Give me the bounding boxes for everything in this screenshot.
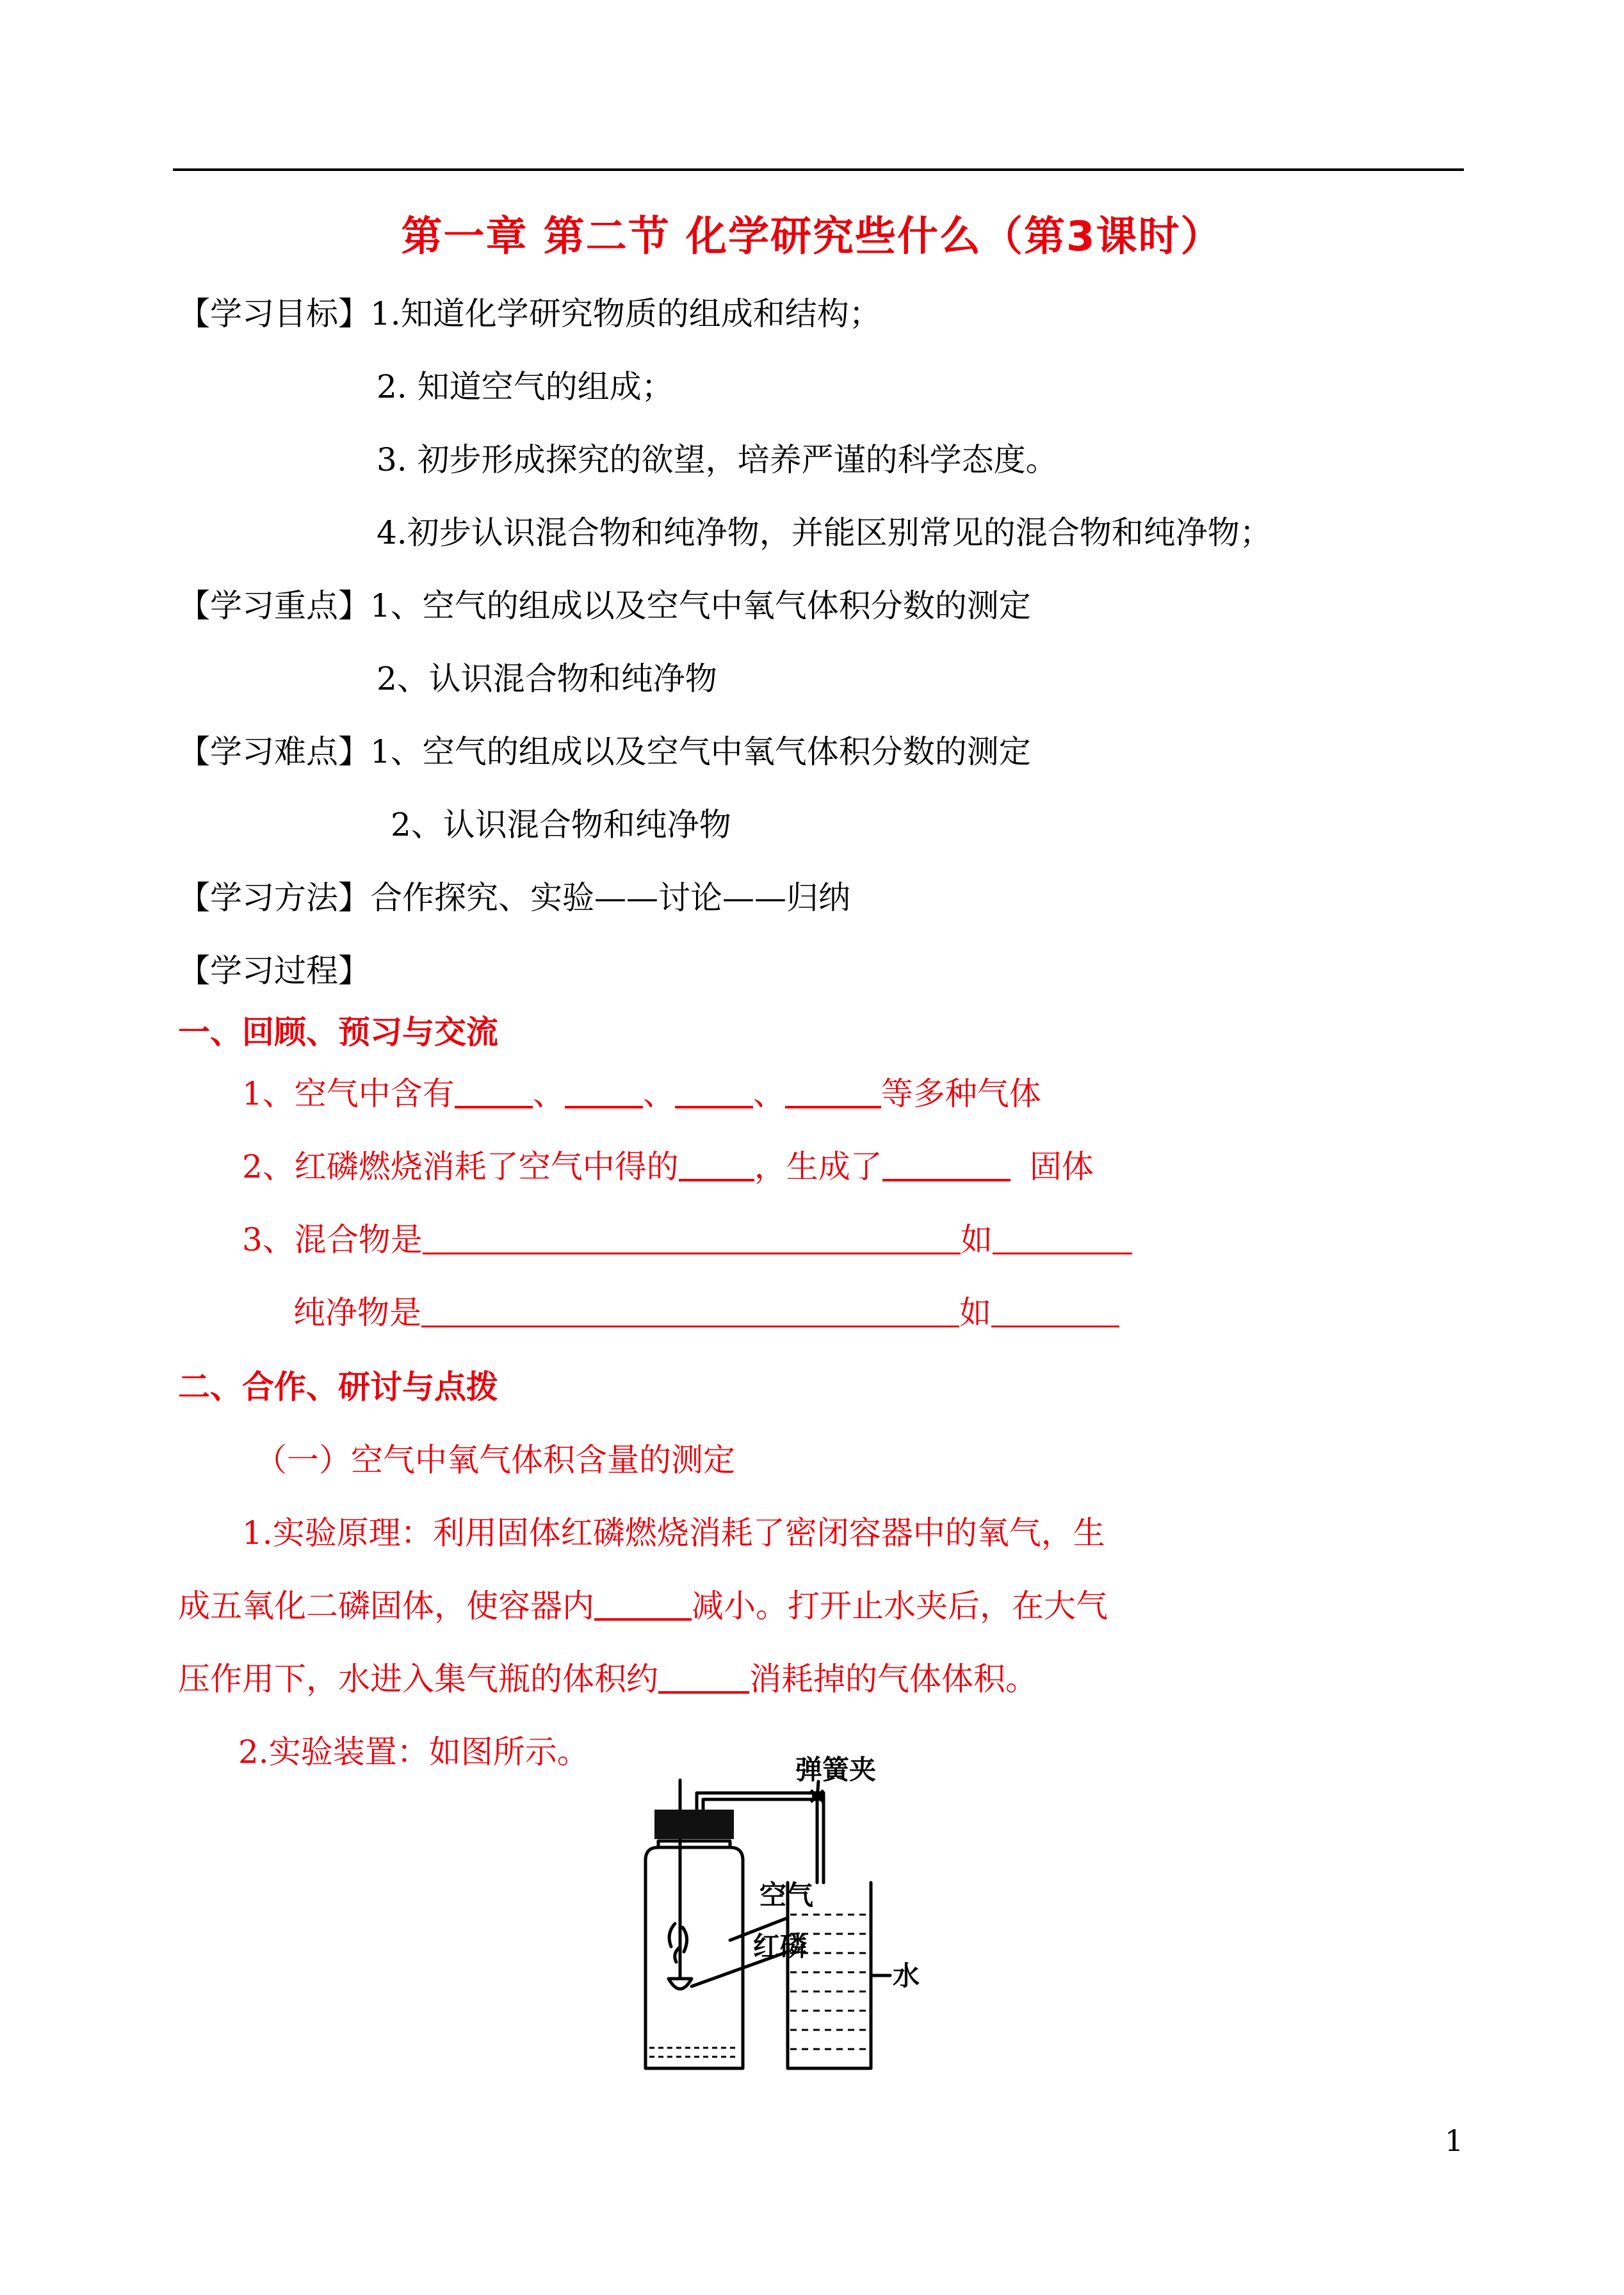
answer-blank[interactable] [594,1590,692,1621]
principle-text: 成五氧化二磷固体，使容器内 [178,1587,594,1625]
answer-blank[interactable] [991,1297,1119,1327]
principle-text: 压作用下，水进入集气瓶的体积约 [178,1660,658,1698]
key-point-item: 2、认识混合物和纯净物 [377,660,717,697]
principle-text: 减小。打开止水夹后，在大气 [692,1587,1108,1625]
question-1-suffix: 等多种气体 [881,1075,1041,1112]
answer-blank[interactable] [421,1297,959,1327]
objectives-row-1 [178,293,881,334]
label-spring-clamp: 弹簧夹 [795,1754,877,1785]
method-row [178,877,850,918]
section2-heading: 二、合作、研讨与点拨 [178,1368,498,1406]
principle-line-2 [178,1585,1108,1626]
example-label: 如 [959,1294,991,1331]
label-water: 水 [893,1960,920,1991]
difficulties-label: 【学习难点】 [178,733,370,770]
question-2-prefix: 2、红磷燃烧消耗了空气中得的 [242,1148,679,1185]
principle-line-1: 1.实验原理：利用固体红磷燃烧消耗了密闭容器中的氧气，生 [242,1514,1105,1552]
answer-blank[interactable] [455,1078,533,1108]
objective-item: 3. 初步形成探究的欲望，培养严谨的科学态度。 [377,441,1058,478]
answer-blank[interactable] [993,1224,1132,1254]
answer-blank[interactable] [658,1663,749,1694]
example-label: 如 [960,1221,993,1258]
answer-blank[interactable] [675,1078,753,1108]
header-rule [173,168,1464,171]
key-points-label: 【学习重点】 [178,587,370,624]
difficulty-item: 1、空气的组成以及空气中氧气体积分数的测定 [370,733,1031,770]
label-air: 空气 [759,1879,814,1911]
question-2 [242,1146,1094,1187]
question-4-prefix: 纯净物是 [293,1294,421,1331]
separator: 、 [752,1075,785,1112]
difficulty-item: 2、认识混合物和纯净物 [391,806,731,843]
jar-water [649,2048,739,2057]
answer-blank[interactable] [882,1151,1011,1181]
question-3-prefix: 3、混合物是 [242,1221,423,1258]
separator: 、 [532,1075,565,1112]
answer-blank[interactable] [679,1151,754,1181]
apparatus-diagram [628,1748,1037,2081]
method-text: 合作探究、实验——讨论——归纳 [370,879,850,916]
answer-blank[interactable] [423,1224,961,1254]
question-3 [242,1219,1132,1260]
key-point-item: 1、空气的组成以及空气中氧气体积分数的测定 [370,587,1031,624]
question-2-suffix: 固体 [1029,1148,1094,1185]
page-number: 1 [1445,2123,1464,2158]
difficulties-row-1 [178,731,1031,772]
key-points-row-1 [178,585,1031,626]
subsection-1: （一）空气中氧气体积含量的测定 [255,1441,735,1479]
objective-item: 2. 知道空气的组成； [377,368,674,405]
objective-item: 1.知道化学研究物质的组成和结构； [370,295,881,332]
separator: 、 [642,1075,675,1112]
process-label: 【学习过程】 [178,952,370,989]
label-red-phosphorus: 红磷 [753,1931,808,1962]
method-label: 【学习方法】 [178,879,370,916]
spring-clamp [811,1790,824,1802]
principle-text: 消耗掉的气体体积。 [749,1660,1037,1698]
page-title: 第一章 第二节 化学研究些什么（第3课时） [401,213,1223,261]
section1-heading: 一、回顾、预习与交流 [178,1014,498,1051]
objective-item: 4.初步认识混合物和纯净物，并能区别常见的混合物和纯净物； [377,514,1272,551]
question-4 [293,1292,1119,1333]
question-1 [242,1073,1041,1114]
question-2-mid: ，生成了 [754,1148,882,1185]
principle-line-3 [178,1658,1037,1699]
rubber-stopper [654,1810,734,1839]
objectives-label: 【学习目标】 [178,295,370,332]
apparatus-line: 2.实验装置：如图所示。 [238,1733,589,1771]
question-1-prefix: 1、空气中含有 [242,1075,455,1112]
answer-blank[interactable] [785,1078,881,1108]
answer-blank[interactable] [565,1078,643,1108]
